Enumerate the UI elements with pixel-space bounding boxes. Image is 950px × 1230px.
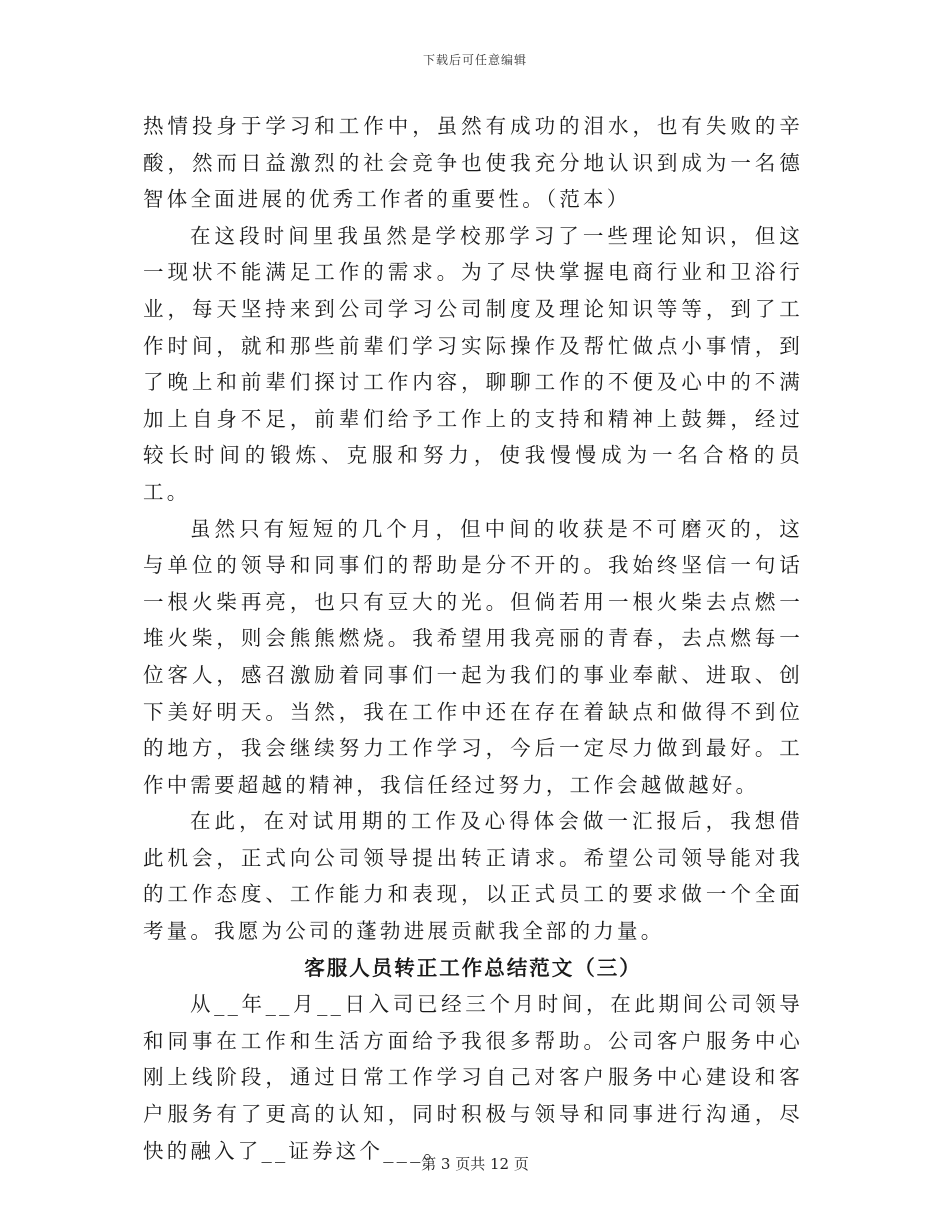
paragraph-intro-continuation: 热情投身于学习和工作中，虽然有成功的泪水，也有失败的辛酸，然而日益激烈的社会竞争也使我充分地认识到成为一名德智体全面进展的优秀工作者的重要性。（范本） [143, 114, 803, 212]
paragraph-gains: 虽然只有短短的几个月，但中间的收获是不可磨灭的，这与单位的领导和同事们的帮助是分不开的。我始终坚信一句话一根火柴再亮，也只有豆大的光。但倘若用一根火柴去点燃一堆火柴，则会熊熊燃烧。我希望用我亮丽的青春，去点燃每一位客人，感召激励着同事们一起为我们的事业奉献、进取、创下美好明天。当然，我在工作中还在存在着缺点和做得不到位的地方，我会继续努力工作学习，今后一定尽力做到最好。工作中需要超越的精神，我信任经过努力，工作会越做越好。 [143, 516, 803, 797]
page-number: 第 3 页共 12 页 [421, 1155, 529, 1173]
document-body [143, 108, 803, 1169]
paragraph-section-three: 从__年__月__日入司已经三个月时间，在此期间公司领导和同事在工作和生活方面给予我很多帮助。公司客户服务中心刚上线阶段，通过日常工作学习自己对客户服务中心建设和客户服务有了更高的认知，同时积极与领导和同事进行沟通，尽快的融入了__证券这个___。 [143, 992, 803, 1163]
section-title: 客服人员转正工作总结范文（三） [304, 955, 642, 980]
paragraph-learning: 在这段时间里我虽然是学校那学习了一些理论知识，但这一现状不能满足工作的需求。为了尽快掌握电商行业和卫浴行业，每天坚持来到公司学习公司制度及理论知识等等，到了工作时间，就和那些前辈们学习实际操作及帮忙做点小事情，到了晚上和前辈们探讨工作内容，聊聊工作的不便及心中的不满加上自身不足，前辈们给予工作上的支持和精神上鼓舞，经过较长时间的锻炼、克服和努力，使我慢慢成为一名合格的员工。 [143, 223, 803, 504]
page-header: 下载后可任意编辑 [422, 53, 527, 67]
paragraph-request: 在此，在对试用期的工作及心得体会做一汇报后，我想借此机会，正式向公司领导提出转正请求。希望公司领导能对我的工作态度、工作能力和表现，以正式员工的要求做一个全面考量。我愿为公司的蓬勃进展贡献我全部的力量。 [143, 809, 803, 944]
